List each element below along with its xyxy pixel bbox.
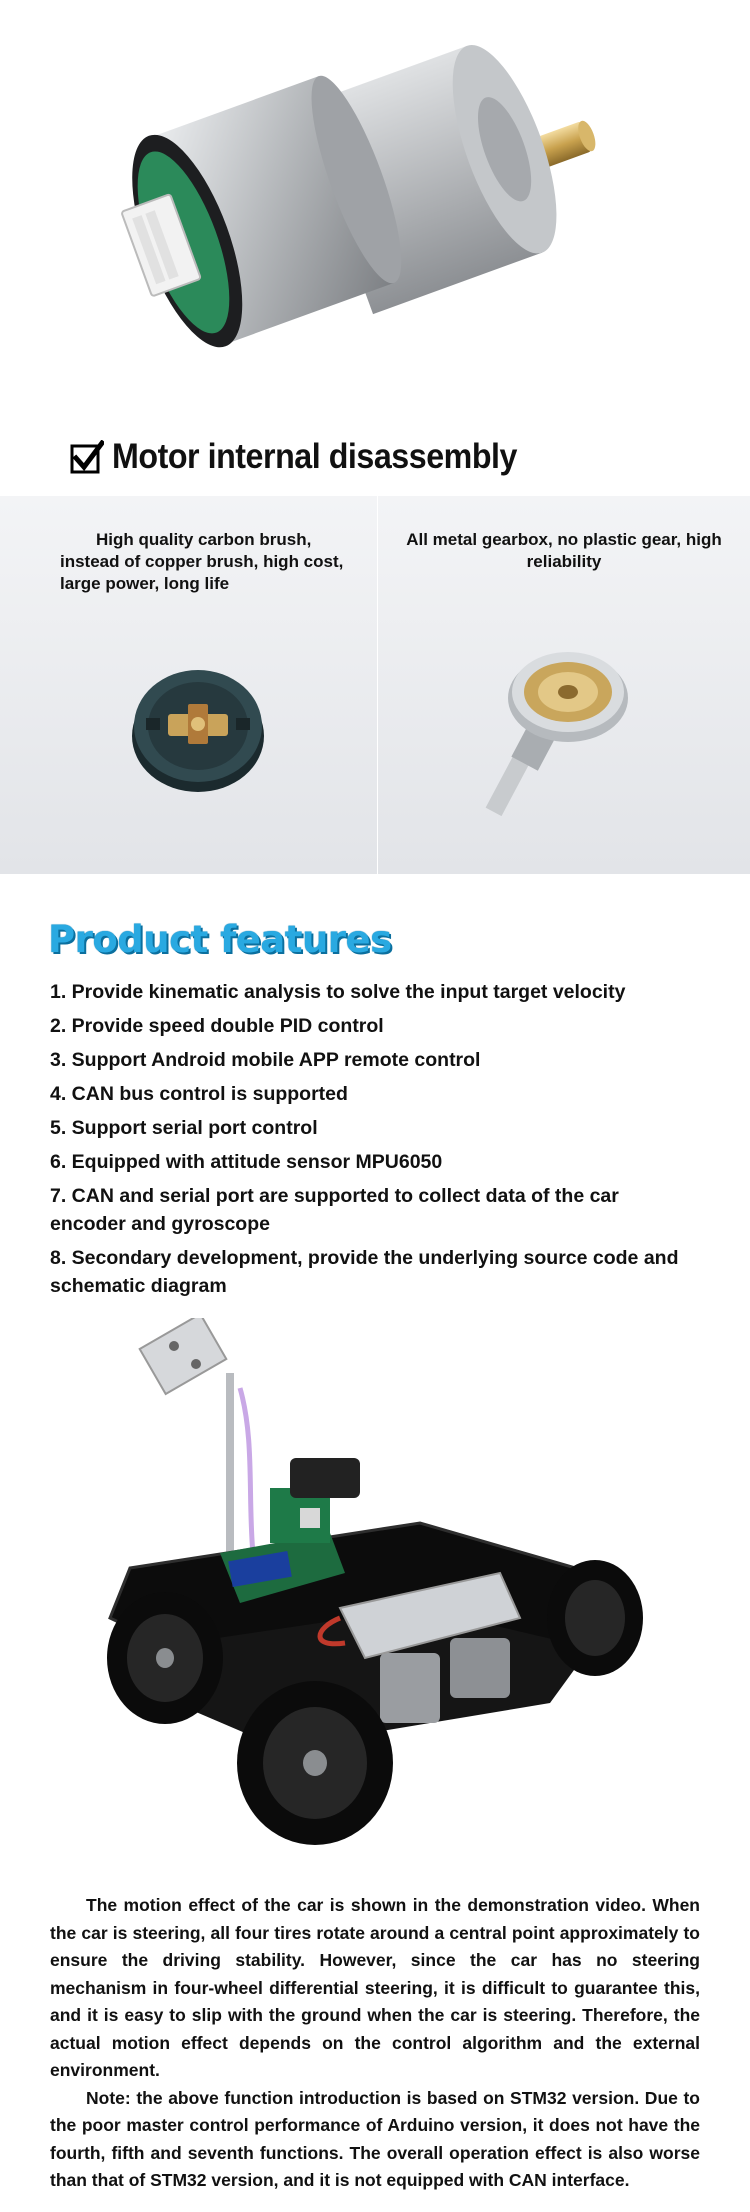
gearbox-caption: All metal gearbox, no plastic gear, high reliability — [406, 530, 722, 571]
carbon-brush-panel — [0, 496, 377, 874]
gearbox-photo — [473, 626, 633, 836]
features-list — [50, 978, 690, 1306]
feature-item: 8. Secondary development, provide the underlying source code and schematic diagram — [50, 1247, 679, 1297]
section-heading — [70, 432, 552, 482]
robot-car-photo — [90, 1318, 670, 1878]
wheel-front-left — [237, 1681, 393, 1845]
gearbox-panel — [378, 496, 750, 874]
feature-item: 7. CAN and serial port are supported to collect data of the car encoder and gyroscope — [50, 1185, 619, 1235]
features-title: Product features — [48, 918, 392, 961]
wheel-rear-left — [107, 1592, 223, 1724]
note-paragraph: Note: the above function introduction is based on STM32 version. Due to the poor master control performance of Arduino version, it does not have the fourth, fifth and seventh functions. The overall operation effect is also worse than that of STM32 version, and it is not equipped with CAN interface. — [50, 2087, 700, 2190]
wheel-right — [547, 1560, 643, 1676]
feature-item: 4. CAN bus control is supported — [50, 1083, 348, 1105]
feature-item: 6. Equipped with attitude sensor MPU6050 — [50, 1151, 443, 1173]
feature-item: 5. Support serial port control — [50, 1117, 318, 1139]
description-paragraph: The motion effect of the car is shown in the demonstration video. When the car is steering, all four tires rotate around a central point approximately to ensure the driving stability. However, since the car has no steering mechanism in four-wheel differential steering, it is difficult to guarantee this, and it is easy to slip with the ground when the car is steering. Therefore, the actual motion effect depends on the control algorithm and the external environment. — [50, 1895, 700, 2080]
motor-photo — [0, 0, 750, 420]
feature-item: 2. Provide speed double PID control — [50, 1015, 384, 1037]
section-title: Motor internal disassembly — [112, 437, 517, 476]
feature-item: 1. Provide kinematic analysis to solve the input target velocity — [50, 981, 626, 1003]
carbon-brush-photo — [128, 656, 268, 796]
carbon-brush-caption: High quality carbon brush, instead of copper brush, high cost, large power, long life — [60, 530, 344, 593]
description — [50, 1892, 700, 2195]
checkbox-icon — [70, 440, 104, 474]
feature-item: 3. Support Android mobile APP remote control — [50, 1049, 481, 1071]
